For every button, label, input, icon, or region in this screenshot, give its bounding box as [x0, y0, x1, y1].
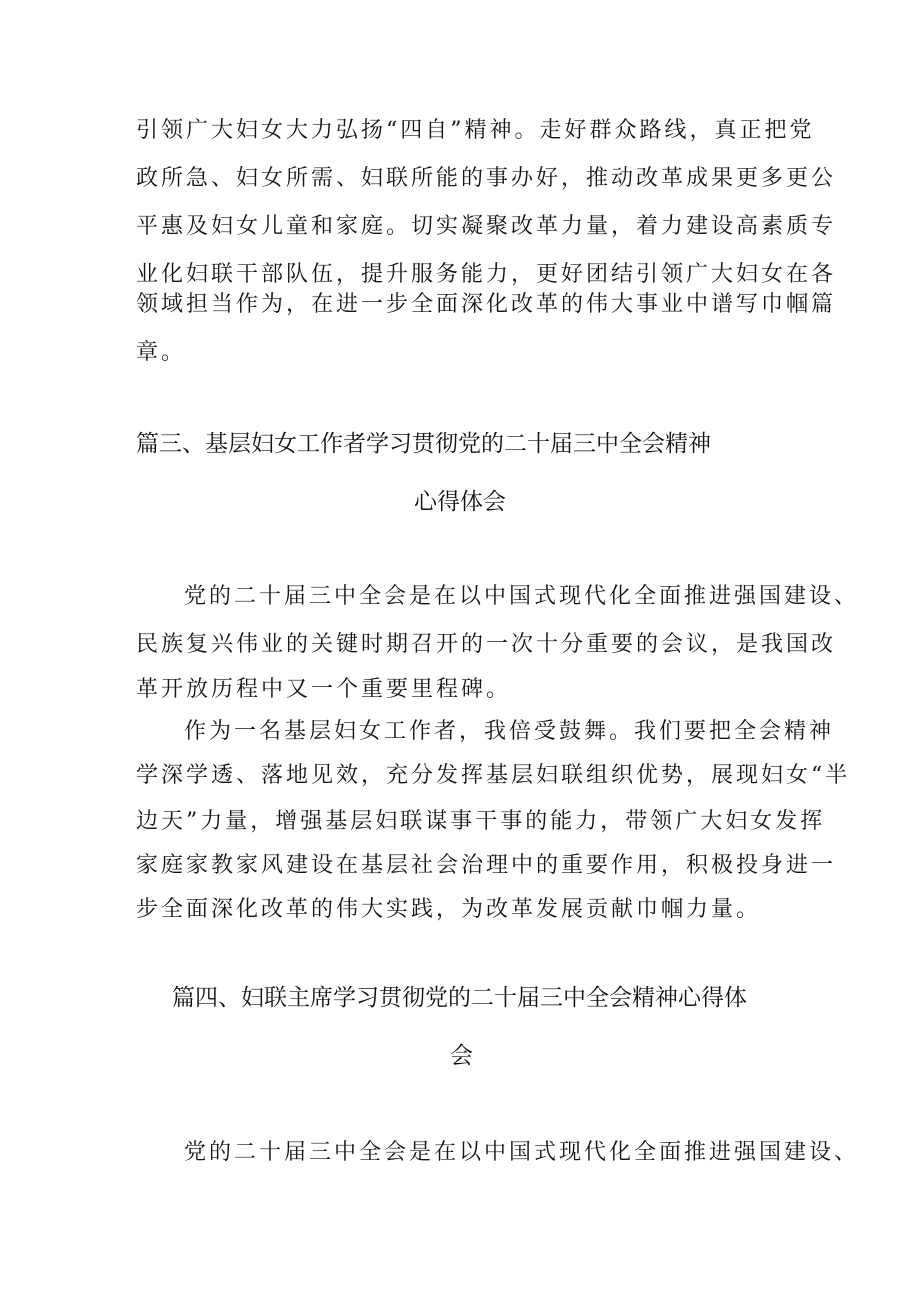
section-heading-continuation: 会: [450, 1043, 473, 1069]
body-line: 党的二十届三中全会是在以中国式现代化全面推进强国建设、: [184, 1140, 860, 1165]
body-line: 政所急、妇女所需、妇联所能的事办好，推动改革成果更多更公: [136, 166, 837, 191]
body-line: 业化妇联干部队伍，提升服务能力，更好团结引领广大妇女在各: [136, 262, 837, 287]
body-line: 革开放历程中又一个重要里程碑。: [136, 677, 512, 702]
body-line: 领域担当作为，在进一步全面深化改革的伟大事业中谱写巾帼篇: [136, 292, 837, 317]
body-line: 家庭家教家风建设在基层社会治理中的重要作用，积极投身进一: [136, 853, 837, 878]
section-heading: 篇四、妇联主席学习贯彻党的二十届三中全会精神心得体: [172, 985, 747, 1011]
body-line: 作为一名基层妇女工作者，我倍受鼓舞。我们要把全会精神: [184, 719, 835, 744]
body-line: 党的二十届三中全会是在以中国式现代化全面推进强国建设、: [184, 584, 860, 609]
body-line: 引领广大妇女大力弘扬“四自”精神。走好群众路线，真正把党: [136, 118, 815, 143]
section-heading: 篇三、基层妇女工作者学习贯彻党的二十届三中全会精神: [136, 431, 711, 457]
section-heading-continuation: 心得体会: [414, 489, 506, 515]
body-line: 平惠及妇女儿童和家庭。切实凝聚改革力量，着力建设高素质专: [136, 214, 837, 239]
body-line: 民族复兴伟业的关键时期召开的一次十分重要的会议，是我国改: [136, 632, 837, 657]
body-line: 边天”力量，增强基层妇联谋事干事的能力，带领广大妇女发挥: [136, 809, 826, 834]
body-line: 章。: [136, 340, 187, 365]
body-line: 步全面深化改革的伟大实践，为改革发展贡献巾帼力量。: [136, 897, 762, 922]
body-line: 学深学透、落地见效，充分发挥基层妇联组织优势，展现妇女“半: [136, 763, 851, 788]
